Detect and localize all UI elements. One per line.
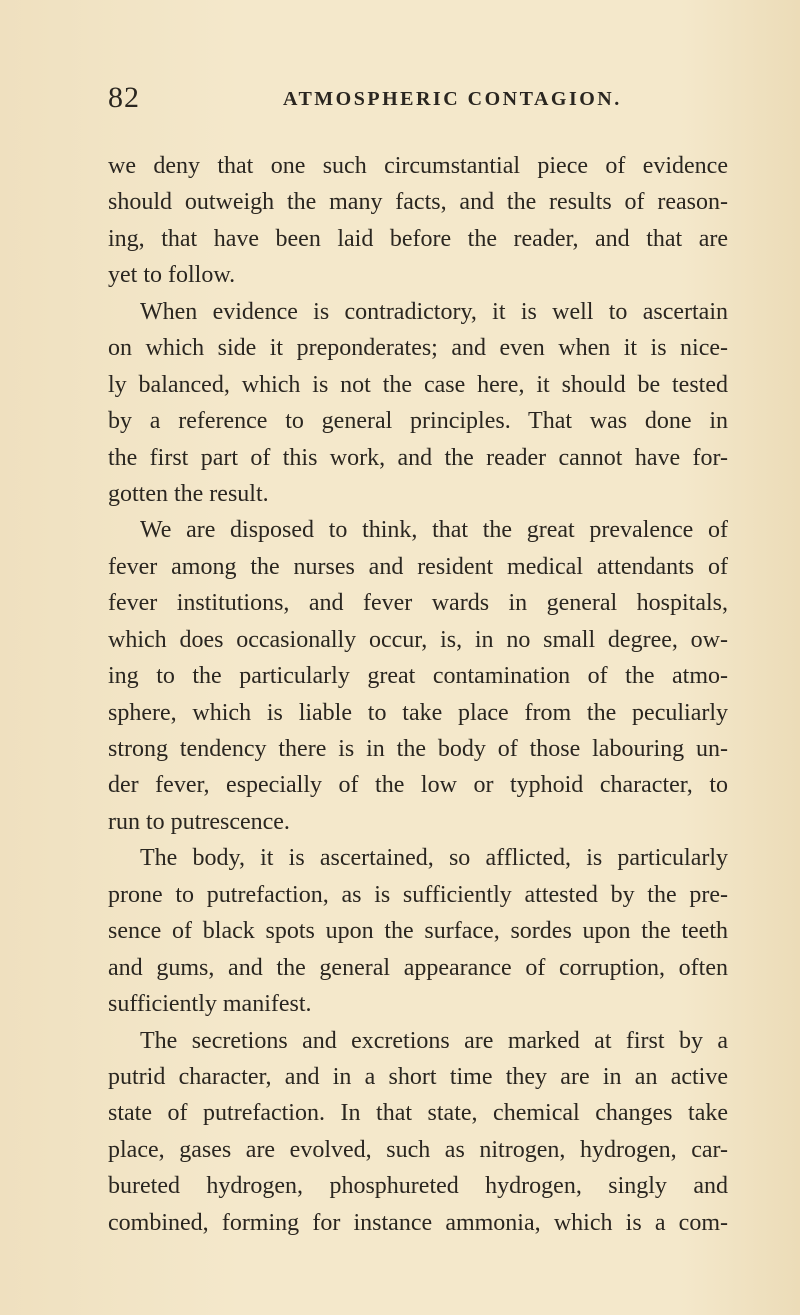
text-line: We are disposed to think, that the great prevalence of — [140, 517, 728, 544]
page-number: 82 — [108, 81, 140, 114]
text-line: ly balanced, which is not the case here, it should be tested — [108, 371, 728, 398]
text-line: The body, it is ascertained, so afflicted, is particularly — [140, 845, 728, 872]
text-line: ing to the particularly great contamination of the atmo- — [108, 663, 728, 690]
text-line: which does occasionally occur, is, in no small degree, ow- — [108, 626, 728, 653]
text-line: sufficiently manifest. — [108, 991, 312, 1018]
text-line: should outweigh the many facts, and the results of reason- — [108, 189, 728, 216]
text-line: fever institutions, and fever wards in general hospitals, — [108, 590, 728, 617]
text-line: state of putrefaction. In that state, chemical changes take — [108, 1100, 728, 1127]
body-text — [108, 148, 728, 1241]
text-line: ing, that have been laid before the reader, and that are — [108, 225, 728, 252]
text-line: bureted hydrogen, phosphureted hydrogen, singly and — [108, 1173, 728, 1200]
text-line: the first part of this work, and the reader cannot have for- — [108, 444, 728, 471]
text-line: strong tendency there is in the body of those labouring un- — [108, 736, 728, 762]
text-line: and gums, and the general appearance of corruption, often — [108, 954, 728, 981]
text-line: yet to follow. — [108, 262, 236, 289]
page-header — [108, 78, 728, 118]
text-line: by a reference to general principles. That was done in — [108, 408, 728, 435]
text-line: combined, forming for instance ammonia, which is a com- — [108, 1209, 728, 1236]
text-line: prone to putrefaction, as is sufficiently attested by the pre- — [108, 881, 728, 908]
text-line: sence of black spots upon the surface, sordes upon the teeth — [108, 918, 728, 945]
text-line: gotten the result. — [108, 480, 269, 507]
text-line: place, gases are evolved, such as nitrogen, hydrogen, car- — [108, 1136, 728, 1163]
text-line: fever among the nurses and resident medical attendants of — [108, 553, 728, 580]
text-line: der fever, especially of the low or typhoid character, to — [108, 772, 728, 799]
running-title: ATMOSPHERIC CONTAGION. — [283, 88, 622, 110]
text-line: on which side it preponderates; and even when it is nice- — [108, 335, 728, 362]
text-line: we deny that one such circumstantial piece of evidence — [108, 153, 728, 179]
text-line: sphere, which is liable to take place from the peculiarly — [108, 699, 728, 726]
text-line: When evidence is contradictory, it is well to ascertain — [140, 298, 728, 325]
text-line: run to putrescence. — [108, 808, 290, 835]
text-line: putrid character, and in a short time they are in an active — [108, 1063, 728, 1090]
text-line: The secretions and excretions are marked at first by a — [140, 1027, 728, 1054]
